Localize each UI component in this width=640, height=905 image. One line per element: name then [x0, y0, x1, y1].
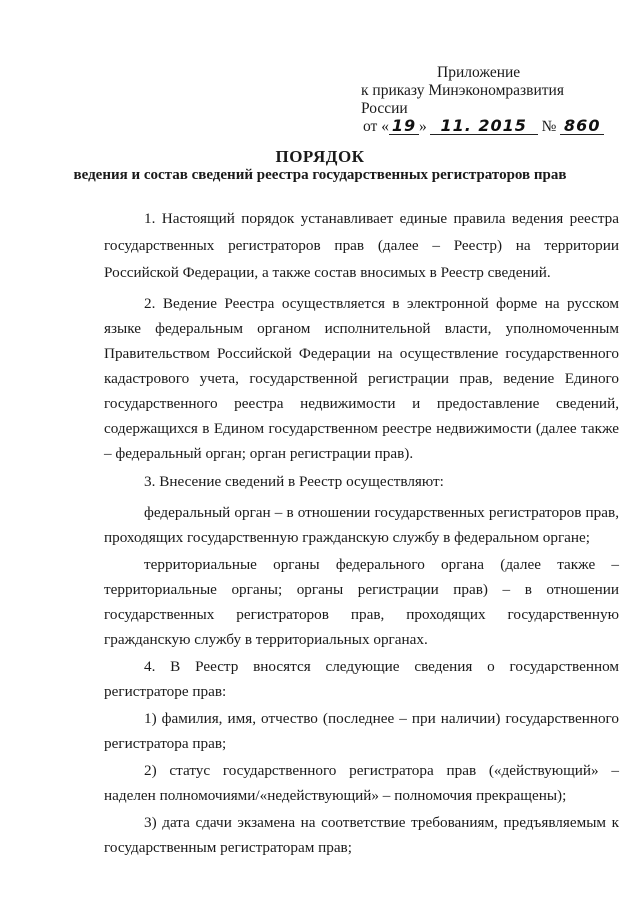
paragraph-1: 1. Настоящий порядок устанавливает единые правила ведения реестра государственных регистраторов прав (далее – Реестр) на территории Российской Федерации, а также состав вносимых в Реестр сведений.	[104, 210, 619, 281]
paragraph-2: 2. Ведение Реестра осуществляется в электронной форме на русском языке федеральным органом исполнительной власти, уполномоченным Правительством Российской Федерации на осуществление государственного кадастрового учета, государственной регистрации прав, ведение Единого государственного реестра недвижимости и предоставление сведений, содержащихся в Едином государственном реестре недвижимости (далее также – федеральный орган; орган регистрации прав).	[104, 295, 619, 462]
document-body	[104, 205, 619, 862]
paragraph-4-item-2: 2) статус государственного регистратора прав («действующий» – наделен полномочиями/«недействующий» – полномочия прекращены);	[104, 762, 619, 804]
date-month-year: 11. 2015	[430, 118, 538, 135]
paragraph-4-item-1: 1) фамилия, имя, отчество (последнее – при наличии) государственного регистратора прав;	[104, 710, 619, 752]
order-reference: к приказу Минэкономразвития России	[361, 82, 564, 117]
paragraph-4: 4. В Реестр вносятся следующие сведения о государственном регистраторе прав:	[104, 658, 619, 700]
order-number: 860	[560, 118, 604, 135]
date-day: 19	[389, 118, 419, 135]
appendix-block	[353, 64, 613, 136]
paragraph-3-territorial: территориальные органы федерального органа (далее также – территориальные органы; органы регистрации прав) – в отношении государственных регистраторов прав, проходящих государственную гражданскую службу в территориальных органах.	[104, 556, 619, 648]
document-subtitle: ведения и состав сведений реестра государственных регистраторов прав	[73, 167, 567, 183]
paragraph-3: 3. Внесение сведений в Реестр осуществляют:	[144, 473, 444, 490]
order-date-number	[353, 118, 613, 136]
document-title: ПОРЯДОК	[275, 147, 365, 166]
paragraph-4-item-3: 3) дата сдачи экзамена на соответствие требованиям, предъявляемым к государственным регистраторам прав;	[104, 814, 619, 856]
paragraph-3-federal: федеральный орган – в отношении государственных регистраторов прав, проходящих государственную гражданскую службу в федеральном органе;	[104, 504, 619, 546]
appendix-label: Приложение	[437, 64, 521, 81]
number-label: №	[541, 118, 557, 135]
date-mid: »	[418, 118, 427, 135]
date-prefix: от «	[363, 118, 389, 135]
